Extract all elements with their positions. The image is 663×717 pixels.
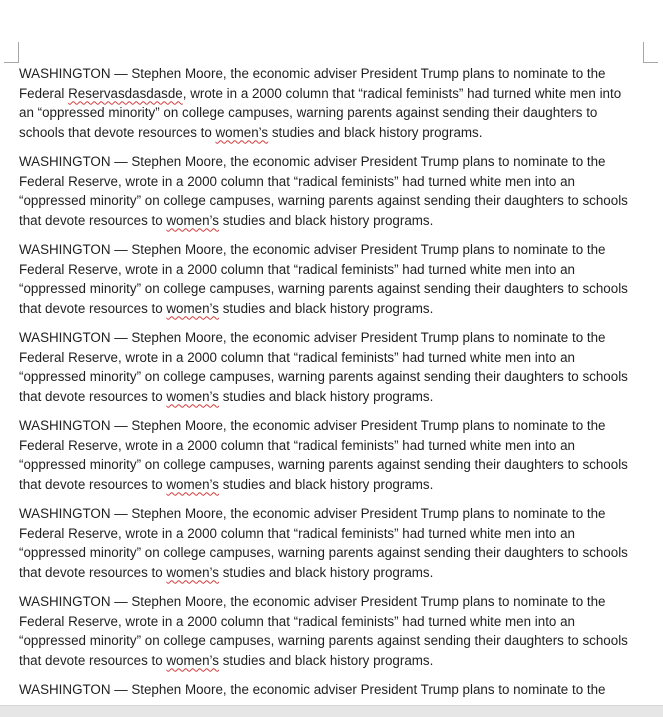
text-line [19,387,639,407]
text-line [19,84,639,104]
text-run: “oppressed minority” on college campuses, warning parents against sending their daughters to schools [19,457,628,472]
text-run: an “oppressed minority” on college campuses, warning parents against sending their daughters to [19,105,598,120]
text-line [19,631,639,651]
text-line [19,172,639,192]
text-line [19,563,639,583]
text-line [19,191,639,211]
misspelled-word: Reservasdasdasde [68,85,183,101]
text-line [19,680,639,700]
text-line [19,348,639,368]
text-line [19,543,639,563]
text-line [19,455,639,475]
text-run: “oppressed minority” on college campuses, warning parents against sending their daughters to schools [19,633,628,648]
text-line [19,504,639,524]
document-body[interactable] [19,64,639,710]
text-line [19,279,639,299]
text-line [19,260,639,280]
text-run: schools that devote resources to [19,124,216,140]
text-run: studies and black history programs. [219,564,434,580]
text-run: Federal Reserve, wrote in a 2000 column that “radical feminists” had turned white men into an [19,349,575,365]
text-run: Federal Reserve, wrote in a 2000 column that “radical feminists” had turned white men into an [19,261,575,277]
misspelled-word: women’s [166,652,219,668]
text-run: WASHINGTON — Stephen Moore, the economic adviser President Trump plans to nominate to the [19,418,606,433]
text-run: WASHINGTON — Stephen Moore, the economic adviser President Trump plans to nominate to the [19,682,606,697]
text-run: “oppressed minority” on college campuses, warning parents against sending their daughters to schools [19,193,628,208]
text-line [19,592,639,612]
text-run: WASHINGTON — Stephen Moore, the economic adviser President Trump plans to nominate to the [19,242,606,257]
document-paragraph[interactable] [19,680,639,700]
text-run: studies and black history programs. [268,124,483,140]
text-line [19,64,639,84]
document-paragraph[interactable] [19,592,639,670]
margin-corner-mark-top-left [4,42,19,63]
document-paragraph[interactable] [19,328,639,406]
document-paragraph[interactable] [19,240,639,318]
text-line [19,328,639,348]
margin-corner-mark-top-right [643,42,658,63]
text-run: WASHINGTON — Stephen Moore, the economic adviser President Trump plans to nominate to the [19,506,606,521]
horizontal-scrollbar[interactable] [0,705,663,717]
text-run: “oppressed minority” on college campuses, warning parents against sending their daughters to schools [19,369,628,384]
text-run: that devote resources to [19,652,167,668]
document-paragraph[interactable] [19,152,639,230]
text-line [19,240,639,260]
text-line [19,651,639,671]
text-line [19,436,639,456]
text-run: that devote resources to [19,564,167,580]
text-run: Federal Reserve, wrote in a 2000 column that “radical feminists” had turned white men into an [19,437,575,453]
text-run: WASHINGTON — Stephen Moore, the economic adviser President Trump plans to nominate to the [19,154,606,169]
text-run: Federal [19,85,69,101]
text-run: Federal Reserve, wrote in a 2000 column that “radical feminists” had turned white men into an [19,173,575,189]
text-run: that devote resources to [19,476,167,492]
text-run: studies and black history programs. [219,652,434,668]
text-line [19,367,639,387]
text-run: that devote resources to [19,300,167,316]
misspelled-word: women’s [166,300,219,316]
document-paragraph[interactable] [19,64,639,142]
misspelled-word: women’s [166,388,219,404]
text-line [19,524,639,544]
text-run: studies and black history programs. [219,476,434,492]
text-run: Federal Reserve, wrote in a 2000 column that “radical feminists” had turned white men into an [19,525,575,541]
text-line [19,475,639,495]
text-line [19,123,639,143]
document-paragraph[interactable] [19,504,639,582]
document-paragraph[interactable] [19,416,639,494]
text-run: WASHINGTON — Stephen Moore, the economic adviser President Trump plans to nominate to the [19,66,606,81]
text-line [19,211,639,231]
text-run: “oppressed minority” on college campuses, warning parents against sending their daughters to schools [19,281,628,296]
text-line [19,152,639,172]
text-run: that devote resources to [19,388,167,404]
text-run: Federal Reserve, wrote in a 2000 column that “radical feminists” had turned white men into an [19,613,575,629]
text-run: “oppressed minority” on college campuses, warning parents against sending their daughters to schools [19,545,628,560]
misspelled-word: women’s [166,564,219,580]
misspelled-word: women’s [166,476,219,492]
text-line [19,416,639,436]
text-run: WASHINGTON — Stephen Moore, the economic adviser President Trump plans to nominate to the [19,594,606,609]
text-run: studies and black history programs. [219,212,434,228]
text-run: studies and black history programs. [219,388,434,404]
text-line [19,103,639,123]
text-run: that devote resources to [19,212,167,228]
text-run: WASHINGTON — Stephen Moore, the economic adviser President Trump plans to nominate to the [19,330,606,345]
text-line [19,612,639,632]
text-run: studies and black history programs. [219,300,434,316]
text-line [19,299,639,319]
text-run: , wrote in a 2000 column that “radical feminists” had turned white men into [182,85,622,101]
misspelled-word: women’s [215,124,269,140]
misspelled-word: women’s [166,212,219,228]
